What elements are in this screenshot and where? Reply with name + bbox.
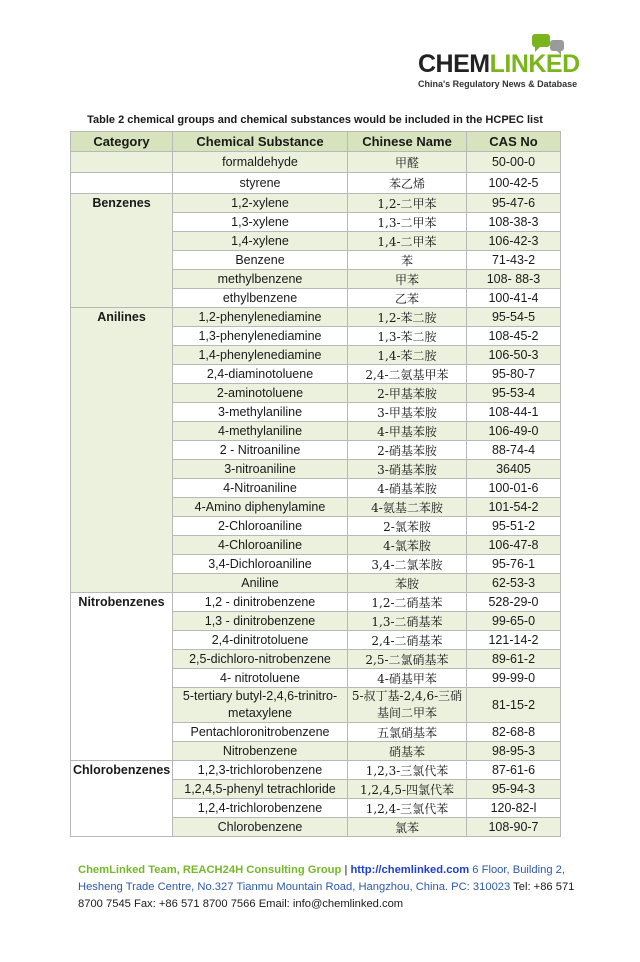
cas-number-cell: 99-65-0: [467, 612, 561, 631]
chinese-name-cell: 甲苯: [348, 270, 467, 289]
category-cell: Nitrobenzenes: [71, 593, 173, 761]
speech-bubble-icon: [532, 34, 550, 47]
footer-team: ChemLinked Team, REACH24H Consulting Group: [78, 864, 342, 876]
chinese-name-cell: 1,2,3-三氯代苯: [348, 761, 467, 780]
table-caption: Table 2 chemical groups and chemical substances would be included in the HCPEC list: [87, 114, 543, 126]
substance-cell: Benzene: [173, 251, 348, 270]
logo-wordmark: CHEMLINKED: [418, 50, 580, 78]
cas-number-cell: 99-99-0: [467, 669, 561, 688]
logo-tagline: China's Regulatory News & Database: [418, 79, 578, 89]
substance-cell: 1,2 - dinitrobenzene: [173, 593, 348, 612]
chinese-name-cell: 1,3-二硝基苯: [348, 612, 467, 631]
substance-cell: 2-aminotoluene: [173, 384, 348, 403]
cas-number-cell: 108-90-7: [467, 818, 561, 837]
substance-cell: 1,3 - dinitrobenzene: [173, 612, 348, 631]
cas-number-cell: 81-15-2: [467, 688, 561, 723]
substance-cell: 3-methylaniline: [173, 403, 348, 422]
cas-number-cell: 95-47-6: [467, 194, 561, 213]
substance-cell: 1,2-xylene: [173, 194, 348, 213]
cas-number-cell: 95-80-7: [467, 365, 561, 384]
cas-number-cell: 88-74-4: [467, 441, 561, 460]
substance-cell: Pentachloronitrobenzene: [173, 723, 348, 742]
chinese-name-cell: 1,3-苯二胺: [348, 327, 467, 346]
substance-cell: 5-tertiary butyl-2,4,6-trinitro-metaxylene: [173, 688, 348, 723]
cas-number-cell: 108-44-1: [467, 403, 561, 422]
substance-cell: 4-Amino diphenylamine: [173, 498, 348, 517]
cas-number-cell: 101-54-2: [467, 498, 561, 517]
chinese-name-cell: 1,4-二甲苯: [348, 232, 467, 251]
chinese-name-cell: 2,4-二硝基苯: [348, 631, 467, 650]
chinese-name-cell: 2-氯苯胺: [348, 517, 467, 536]
substance-cell: 1,3-phenylenediamine: [173, 327, 348, 346]
chinese-name-cell: 2-甲基苯胺: [348, 384, 467, 403]
substance-cell: 2 - Nitroaniline: [173, 441, 348, 460]
chinese-name-cell: 苯: [348, 251, 467, 270]
substance-cell: 1,3-xylene: [173, 213, 348, 232]
chinese-name-cell: 4-甲基苯胺: [348, 422, 467, 441]
substance-cell: 4- nitrotoluene: [173, 669, 348, 688]
substance-cell: ethylbenzene: [173, 289, 348, 308]
header-category: Category: [71, 132, 173, 152]
substance-cell: Nitrobenzene: [173, 742, 348, 761]
chinese-name-cell: 硝基苯: [348, 742, 467, 761]
footer-contact: Tel: +86 571 8700 7545 Fax: +86 571 8700 7566 Email: info@chemlinked.com: [78, 881, 575, 910]
header-cas-no: CAS No: [467, 132, 561, 152]
footer-separator: |: [341, 864, 351, 876]
category-cell: Anilines: [71, 308, 173, 593]
cas-number-cell: 106-49-0: [467, 422, 561, 441]
header-chemical-substance: Chemical Substance: [173, 132, 348, 152]
cas-number-cell: 98-95-3: [467, 742, 561, 761]
substance-cell: 2,4-dinitrotoluene: [173, 631, 348, 650]
chinese-name-cell: 2,4-二氨基甲苯: [348, 365, 467, 384]
substance-cell: 2,5-dichloro-nitrobenzene: [173, 650, 348, 669]
table-row: [71, 194, 561, 213]
table-body: [71, 152, 561, 837]
cas-number-cell: 106-47-8: [467, 536, 561, 555]
cas-number-cell: 89-61-2: [467, 650, 561, 669]
chinese-name-cell: 五氯硝基苯: [348, 723, 467, 742]
substance-cell: Chlorobenzene: [173, 818, 348, 837]
chinese-name-cell: 氯苯: [348, 818, 467, 837]
cas-number-cell: 106-50-3: [467, 346, 561, 365]
cas-number-cell: 71-43-2: [467, 251, 561, 270]
cas-number-cell: 87-61-6: [467, 761, 561, 780]
chinese-name-cell: 4-氯苯胺: [348, 536, 467, 555]
cas-number-cell: 108- 88-3: [467, 270, 561, 289]
category-cell: [71, 152, 173, 173]
substance-cell: 4-Chloroaniline: [173, 536, 348, 555]
category-cell: Chlorobenzenes: [71, 761, 173, 837]
cas-number-cell: 36405: [467, 460, 561, 479]
cas-number-cell: 106-42-3: [467, 232, 561, 251]
chinese-name-cell: 乙苯: [348, 289, 467, 308]
chinese-name-cell: 2-硝基苯胺: [348, 441, 467, 460]
cas-number-cell: 108-38-3: [467, 213, 561, 232]
chinese-name-cell: 4-硝基苯胺: [348, 479, 467, 498]
cas-number-cell: 528-29-0: [467, 593, 561, 612]
substance-cell: 1,4-xylene: [173, 232, 348, 251]
chinese-name-cell: 甲醛: [348, 152, 467, 173]
substance-cell: 1,2-phenylenediamine: [173, 308, 348, 327]
substance-cell: 4-Nitroaniline: [173, 479, 348, 498]
footer: [78, 862, 578, 913]
cas-number-cell: 108-45-2: [467, 327, 561, 346]
chinese-name-cell: 1,2-二甲苯: [348, 194, 467, 213]
table-row: [71, 152, 561, 173]
table-row: [71, 593, 561, 612]
chinese-name-cell: 3,4-二氯苯胺: [348, 555, 467, 574]
substance-cell: 3,4-Dichloroaniline: [173, 555, 348, 574]
chinese-name-cell: 4-硝基甲苯: [348, 669, 467, 688]
chinese-name-cell: 4-氨基二苯胺: [348, 498, 467, 517]
chinese-name-cell: 苯乙烯: [348, 173, 467, 194]
substance-cell: formaldehyde: [173, 152, 348, 173]
table-row: [71, 761, 561, 780]
cas-number-cell: 95-54-5: [467, 308, 561, 327]
cas-number-cell: 100-41-4: [467, 289, 561, 308]
chinese-name-cell: 1,4-苯二胺: [348, 346, 467, 365]
cas-number-cell: 120-82-l: [467, 799, 561, 818]
footer-website-link[interactable]: http://chemlinked.com: [350, 864, 470, 876]
substance-cell: 4-methylaniline: [173, 422, 348, 441]
chinese-name-cell: 苯胺: [348, 574, 467, 593]
substance-cell: styrene: [173, 173, 348, 194]
substance-cell: 2,4-diaminotoluene: [173, 365, 348, 384]
chemlinked-logo: [418, 34, 580, 92]
cas-number-cell: 50-00-0: [467, 152, 561, 173]
chinese-name-cell: 5-叔丁基-2,4,6-三硝基间二甲苯: [348, 688, 467, 723]
chinese-name-cell: 2,5-二氯硝基苯: [348, 650, 467, 669]
substance-cell: 2-Chloroaniline: [173, 517, 348, 536]
cas-number-cell: 95-76-1: [467, 555, 561, 574]
chinese-name-cell: 1,2-苯二胺: [348, 308, 467, 327]
header-chinese-name: Chinese Name: [348, 132, 467, 152]
substance-cell: Aniline: [173, 574, 348, 593]
substance-cell: 1,2,4,5-phenyl tetrachloride: [173, 780, 348, 799]
table-row: [71, 308, 561, 327]
substance-cell: methylbenzene: [173, 270, 348, 289]
chinese-name-cell: 1,3-二甲苯: [348, 213, 467, 232]
cas-number-cell: 100-42-5: [467, 173, 561, 194]
cas-number-cell: 121-14-2: [467, 631, 561, 650]
cas-number-cell: 82-68-8: [467, 723, 561, 742]
chinese-name-cell: 3-甲基苯胺: [348, 403, 467, 422]
chinese-name-cell: 1,2-二硝基苯: [348, 593, 467, 612]
substance-cell: 1,2,3-trichlorobenzene: [173, 761, 348, 780]
substance-cell: 1,2,4-trichlorobenzene: [173, 799, 348, 818]
hcpec-substance-table: [70, 131, 561, 837]
cas-number-cell: 62-53-3: [467, 574, 561, 593]
table-header-row: [71, 132, 561, 152]
footer-address: 6 Floor, Building 2, Hesheng Trade Centre, No.327 Tianmu Mountain Road, Hangzhou, China. PC: 310023: [78, 864, 565, 893]
category-cell: Benzenes: [71, 194, 173, 308]
substance-cell: 1,4-phenylenediamine: [173, 346, 348, 365]
cas-number-cell: 95-51-2: [467, 517, 561, 536]
cas-number-cell: 95-53-4: [467, 384, 561, 403]
substance-cell: 3-nitroaniline: [173, 460, 348, 479]
chinese-name-cell: 3-硝基苯胺: [348, 460, 467, 479]
cas-number-cell: 100-01-6: [467, 479, 561, 498]
chinese-name-cell: 1,2,4,5-四氯代苯: [348, 780, 467, 799]
table-row: [71, 173, 561, 194]
chinese-name-cell: 1,2,4-三氯代苯: [348, 799, 467, 818]
category-cell: [71, 173, 173, 194]
cas-number-cell: 95-94-3: [467, 780, 561, 799]
